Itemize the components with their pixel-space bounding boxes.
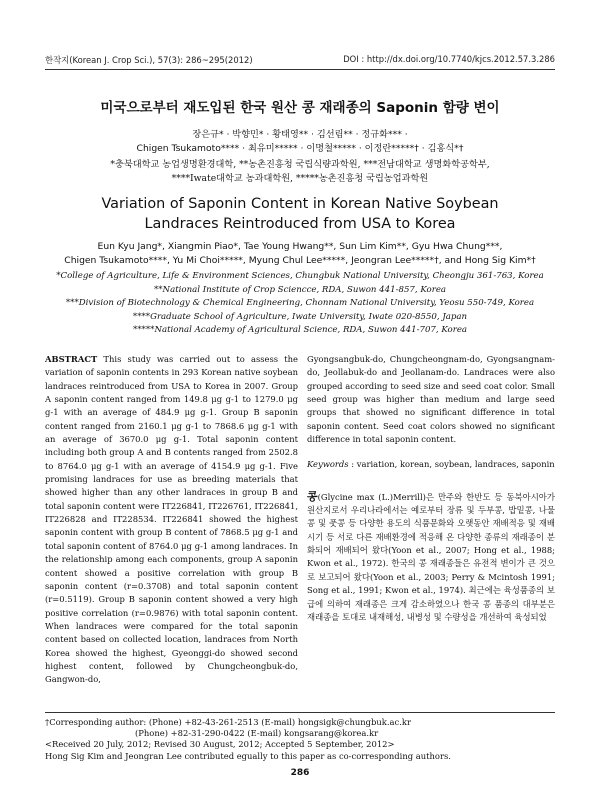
english-authors-line: Chigen Tsukamoto****, Yu Mi Choi*****, Myung Chul Lee*****, Jeongran Lee*****†, and Hong Sig Kim*† (64, 255, 536, 266)
footnote-line: <Received 20 July, 2012; Revised 30 August, 2012; Accepted 5 September, 2012> (45, 739, 395, 750)
korean-affiliation-line: ****Iwate대학교 농과대학원, *****농촌진흥청 국립농업과학원 (171, 173, 429, 184)
korean-title: 미국으로부터 재도입된 한국 원산 콩 재래종의 Saponin 함량 변이 (100, 100, 500, 116)
english-authors-line: Eun Kyu Jang*, Xiangmin Piao*, Tae Young Hwang**, Sun Lim Kim**, Gyu Hwa Chung***, (97, 241, 503, 252)
introduction-paragraph (307, 490, 555, 624)
korean-authors (45, 128, 555, 155)
footnote-line: †Corresponding author: (Phone) +82-43-261-2513 (E-mail) hongsigk@chungbuk.ac.kr (45, 717, 411, 727)
affiliation-line: ****Graduate School of Agriculture, Iwate University, Iwate 020-8550, Japan (132, 311, 468, 322)
abstract-text: This study was carried out to assess the variation of saponin contents in 293 Korean native soybean landraces reintroduced from USA to Korea in 2007. Group A saponin content ranged from 149.8 μg g-1 to 1279.0 μg g-1 with an average of 484.9 μg g-1. Group B saponin content ranged from 2160.1 μg g-1 to 7868.6 μg g-1 with an average of 3670.0 μg g-1. Total saponin content including both group A and B contents ranged from 2502.8 to 8764.0 μg g-1 with an average of 4154.9 μg g-1. Five promising landraces for use as breeding materials that showed higher than any other landraces in group B and total saponin content were IT226841, IT226761, IT226841, IT226828 and IT228534. IT226841 showed the highest saponin content with group B content of 7868.5 μg g-1 and total saponin content of 8764.0 μg g-1 among landraces. In the relationship among each components, group A saponin content showed a positive correlation with group B saponin content (r=0.3708) and total saponin content (r=0.5119). Group B saponin content showed a very high positive correlation (r=0.9876) with total saponin content. When landraces were compared for the total saponin content based on collected location, landraces from North Korea showed the highest, Gyeonggi-do showed second highest content, followed by Chungcheongbuk-do, Gangwon-do, (45, 354, 298, 685)
intro-lead-word: 콩 (307, 489, 318, 503)
journal-citation: 한작지(Korean J. Crop Sci.), 57(3): 286~295(2012) (45, 55, 253, 65)
abstract-column-left (45, 353, 298, 687)
english-authors (45, 240, 555, 268)
affiliation-line: *****National Academy of Agricultural Science, RDA, Suwon 441-707, Korea (132, 325, 468, 335)
korean-affiliation-line: *충북대학교 농업생명환경대학, **농촌진흥청 국립식량과학원, ***전남대학교 생명화학공학부, (110, 159, 490, 170)
running-header (45, 52, 555, 68)
abstract-heading: ABSTRACT (45, 354, 98, 364)
abstract-column-right (307, 353, 555, 624)
footnote-line: Hong Sig Kim and Jeongran Lee contributed egually to this paper as co-corresponding authors. (45, 750, 451, 761)
header-rule (45, 69, 555, 70)
korean-authors-line: 장은규* · 박향민* · 황태영** · 김선림** · 정규화*** · (192, 129, 408, 140)
korean-authors-line: Chigen Tsukamoto**** · 최유미***** · 이명철***** · 이정란*****† · 김홍식*† (136, 142, 464, 154)
affiliation-line: ***Division of Biotechnology & Chemical Engineering, Chonnam National University, Yeosu 550-749, Korea (65, 298, 535, 308)
intro-text: (Glycine max (L.)Merrill)은 만주와 한반도 등 동북아시아가 원산지로서 우리나라에서는 예로부터 장류 및 두부콩, 밥밑콩, 나물콩 및 풋콩 등 다양한 용도의 식품문화와 오랫동안 재배적응 및 재배시기 등 서로 다른 재배환경에 적응해 온 다양한 종류의 재래종이 분화되어 재배되어 왔다(Yoon et al., 2007; Hong et al., 1988; Kwon et al., 1972). 한국의 콩 재래종들은 유전적 변이가 큰 것으로 보고되어 왔다(Yoon et al., 2003; Perry & Mcintosh 1991; Song et al., 1991; Kwon et al., 1974). 최근에는 육성품종의 보급에 의하여 재래종은 크게 감소하였으나 한국 콩 품종의 대부분은 재래종을 토대로 내재해성, 내병성 및 수량성을 개선하여 육성되었 (307, 491, 555, 622)
keywords-text: : variation, korean, soybean, landraces, saponin (351, 459, 555, 470)
keywords-label: Keywords (307, 459, 349, 470)
english-title-line: Variation of Saponin Content in Korean Native Soybean (101, 196, 499, 212)
english-affiliations (45, 270, 555, 338)
affiliation-line: **National Institute of Crop Sciencce, RDA, Suwon 441-857, Korea (153, 284, 447, 295)
korean-affiliations (45, 158, 555, 186)
footnote-rule (45, 712, 555, 713)
abstract-text-continued: Gyongsangbuk-do, Chungcheongnam-do, Gyongsangnam-do, Jeollabuk-do and Jeollanam-do. Landraces were also grouped according to seed size and seed coat color. Small seed group was higher than medium and large seed groups that showed no significant difference in total saponin content. Seed coat colors showed no significant difference in total saponin content. (307, 354, 555, 445)
page-number: 286 (290, 768, 310, 778)
english-title (45, 194, 555, 234)
footnote (45, 717, 555, 762)
doi-link[interactable]: DOI : http://dx.doi.org/10.7740/kjcs.2012.57.3.286 (343, 54, 555, 64)
affiliation-line: *College of Agriculture, Life & Environment Sciences, Chungbuk National University, Cheongju 361-763, Korea (56, 271, 544, 281)
english-title-line: Landraces Reintroduced from USA to Korea (144, 216, 456, 232)
keywords (307, 458, 555, 471)
footnote-line: (Phone) +82-31-290-0422 (E-mail) kongsarang@korea.kr (135, 728, 379, 739)
